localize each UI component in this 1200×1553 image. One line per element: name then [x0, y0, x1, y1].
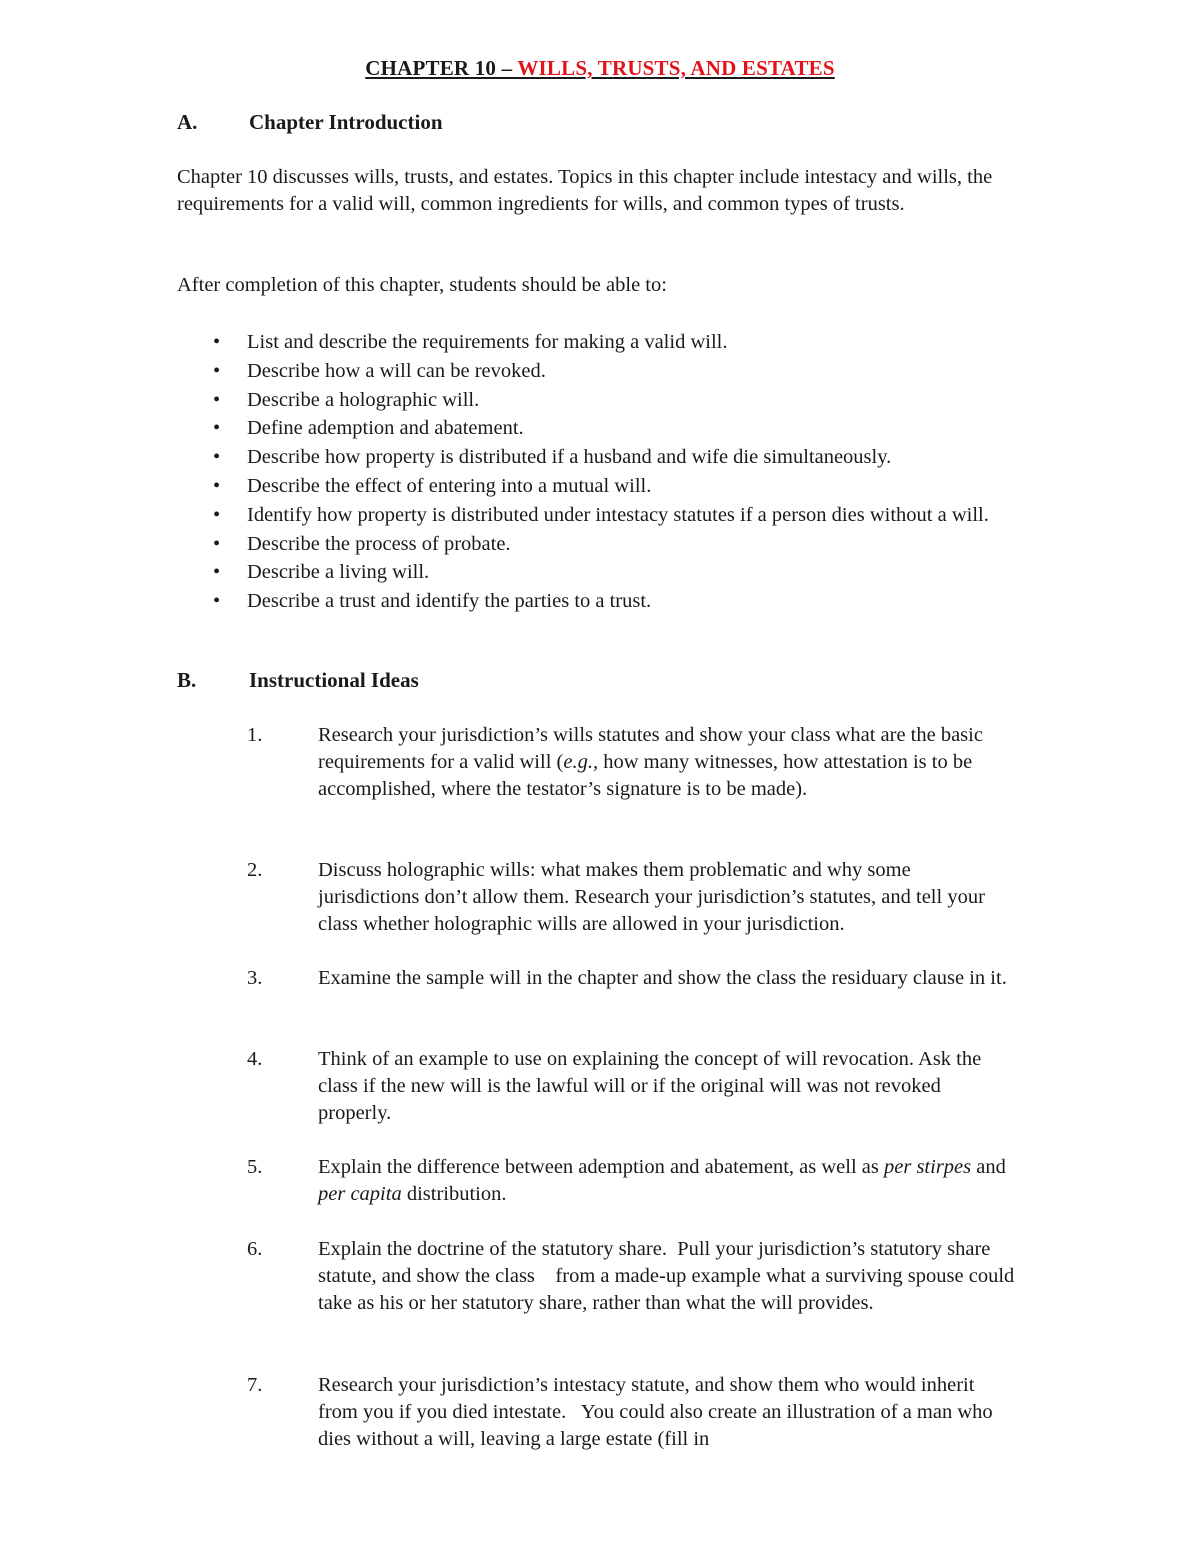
list-item [177, 386, 1017, 415]
list-item [177, 443, 1017, 472]
objective-text: Describe a trust and identify the parties to a trust. [247, 590, 652, 613]
idea-text: Explain the doctrine of the statutory share. Pull your jurisdiction’s statutory share statute, and show the class from a made-up example what a surviving spouse could take as his or her statutory share, rather than what the will provides. [318, 1238, 1020, 1314]
objective-text: Identify how property is distributed under intestacy statutes if a person dies without a will. [247, 503, 989, 526]
idea-text: Examine the sample will in the chapter and show the class the residuary clause in it. [318, 967, 1007, 989]
chapter-title-prefix: CHAPTER 10 – [365, 56, 518, 80]
section-b-title: Instructional Ideas [249, 668, 419, 692]
list-item [177, 558, 1017, 587]
idea-text [318, 722, 1017, 803]
idea-text: Think of an example to use on explaining the concept of will revocation. Ask the class if the new will is the lawful will or if the original will was not revoked properly. [318, 1048, 982, 1124]
objective-text: Describe a living will. [247, 561, 430, 584]
instructional-idea-3 [247, 965, 1017, 992]
idea-text-part: Explain the difference between ademption and abatement, as well as [318, 1156, 884, 1178]
section-b-heading [177, 668, 419, 693]
section-a-heading [177, 110, 443, 135]
idea-text-italic: per capita [318, 1183, 402, 1205]
idea-number: 5. [247, 1156, 263, 1178]
idea-text [318, 1154, 1017, 1208]
bullet-icon: • [213, 503, 221, 526]
objective-text: Define ademption and abatement. [247, 417, 524, 440]
bullet-icon: • [213, 331, 221, 353]
instructional-idea-5 [247, 1154, 1017, 1208]
list-item [177, 472, 1017, 501]
instructional-idea-4 [247, 1046, 1017, 1127]
idea-text-part: and [971, 1156, 1006, 1178]
bullet-icon: • [213, 532, 221, 555]
list-item [177, 587, 1017, 616]
bullet-icon: • [213, 446, 221, 469]
list-item [177, 414, 1017, 443]
bullet-icon: • [213, 474, 221, 497]
objectives-list [177, 328, 1017, 616]
objective-text: Describe a holographic will. [247, 388, 480, 411]
chapter-intro-paragraph: Chapter 10 discusses wills, trusts, and estates. Topics in this chapter include intestacy and wills, the requirements for a valid will, common ingredients for wills, and common types of trusts. [177, 166, 993, 215]
instructional-idea-6 [247, 1236, 1020, 1317]
idea-text-italic: per stirpes [884, 1156, 972, 1178]
objective-text: Describe how property is distributed if a husband and wife die simultaneously. [247, 446, 892, 469]
section-a-title: Chapter Introduction [249, 110, 443, 134]
instructional-idea-2 [247, 857, 1017, 938]
idea-number: 1. [247, 724, 263, 746]
idea-text: Discuss holographic wills: what makes them problematic and why some jurisdictions don’t allow them. Research your jurisdiction’s statutes, and tell your class whether holographic wills are allowed in your jurisdiction. [318, 859, 985, 935]
instructional-idea-1 [247, 722, 1017, 803]
list-item [177, 530, 1017, 559]
section-a-letter: A. [177, 110, 198, 134]
objective-text: Describe how a will can be revoked. [247, 359, 546, 382]
idea-number: 7. [247, 1374, 263, 1396]
objectives-lead: After completion of this chapter, students should be able to: [177, 274, 667, 296]
idea-number: 4. [247, 1048, 263, 1070]
bullet-icon: • [213, 388, 221, 411]
chapter-title-red: WILLS, TRUSTS, AND ESTATES [517, 56, 835, 80]
chapter-title [0, 56, 1200, 81]
bullet-icon: • [213, 417, 221, 440]
idea-text-part: distribution. [401, 1183, 507, 1205]
bullet-icon: • [213, 590, 221, 613]
list-item [177, 328, 1017, 357]
objective-text: List and describe the requirements for making a valid will. [247, 331, 728, 353]
objective-text: Describe the process of probate. [247, 532, 511, 555]
idea-text-part: how many witnesses, how attestation is to be accomplished, where the testator’s signature is to be made). [318, 751, 973, 800]
bullet-icon: • [213, 359, 221, 382]
idea-number: 6. [247, 1238, 263, 1260]
idea-text-italic: e.g., [563, 751, 599, 773]
instructional-idea-7 [247, 1372, 1017, 1453]
list-item [177, 501, 1017, 530]
objective-text: Describe the effect of entering into a mutual will. [247, 474, 652, 497]
bullet-icon: • [213, 561, 221, 584]
section-b-letter: B. [177, 668, 197, 692]
idea-text-part: Research your jurisdiction’s wills statutes and show your class what are the basic requirements for a valid will ( [318, 724, 983, 773]
idea-number: 2. [247, 859, 263, 881]
idea-number: 3. [247, 967, 263, 989]
list-item [177, 357, 1017, 386]
idea-text: Research your jurisdiction’s intestacy statute, and show them who would inherit from you if you died intestate. You could also create an illustration of a man who dies without a will, leaving a large estate (fill in [318, 1374, 998, 1450]
